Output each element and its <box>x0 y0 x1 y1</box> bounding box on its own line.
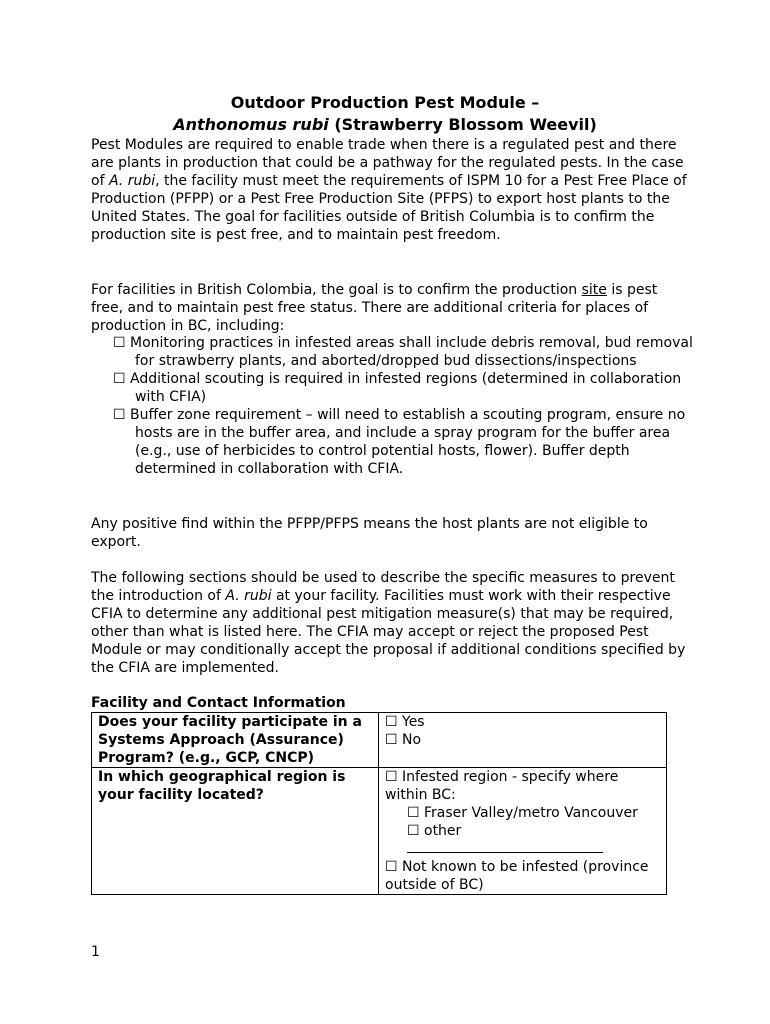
bc-paragraph <box>91 281 691 335</box>
section-heading: Facility and Contact Information <box>91 695 346 711</box>
title-species-common: (Strawberry Blossom Weevil) <box>328 115 597 134</box>
answer-cell-systems-approach <box>379 713 667 768</box>
intro-paragraph <box>91 136 691 244</box>
table-row <box>92 768 667 895</box>
option-fraser-valley-checkbox[interactable]: ☐ Fraser Valley/metro Vancouver <box>407 805 638 821</box>
option-infested-region-checkbox[interactable]: ☐ Infested region - specify where within BC: <box>385 769 619 803</box>
table-row <box>92 713 667 768</box>
intro-text-b: , the facility must meet the requirements of ISPM 10 for a Pest Free Place of Production (PFPP) or a Pest Free Production Site (PFPS) to export host plants to the United States. The goal for facilities outside of British Columbia is to confirm the production site is pest free, and to maintain pest freedom. <box>91 173 687 243</box>
title-line-1: Outdoor Production Pest Module – <box>230 93 540 112</box>
facility-info-table <box>91 712 667 895</box>
positive-find-paragraph: Any positive find within the PFPP/PFPS means the host plants are not eligible to export. <box>91 516 648 550</box>
bc-text-a: For facilities in British Colombia, the goal is to confirm the production <box>91 282 582 298</box>
title-line-2 <box>0 115 770 135</box>
option-no-checkbox[interactable]: ☐ No <box>385 732 422 748</box>
option-other-checkbox[interactable]: ☐ other <box>407 823 462 839</box>
criteria-item-monitoring[interactable]: ☐ Monitoring practices in infested areas shall include debris removal, bud removal for strawberry plants, and aborted/dropped bud dissections/inspections <box>113 335 693 369</box>
measures-text-a: The following sections should be used to describe the specific measures to prevent the introduction of <box>91 570 675 604</box>
measures-paragraph <box>91 569 691 677</box>
question-systems-approach: Does your facility participate in a Systems Approach (Assurance) Program? (e.g., GCP, CNCP) <box>92 713 379 768</box>
option-yes-checkbox[interactable]: ☐ Yes <box>385 714 425 730</box>
title-species-italic: Anthonomus rubi <box>173 115 329 134</box>
criteria-item-scouting[interactable]: ☐ Additional scouting is required in infested regions (determined in collaboration with CFIA) <box>113 371 682 405</box>
intro-text-a: Pest Modules are required to enable trade when there is a regulated pest and there are plants in production that could be a pathway for the regulated pests. In the case of <box>91 137 684 189</box>
other-specify-field[interactable] <box>407 840 603 853</box>
criteria-item-buffer-zone[interactable]: ☐ Buffer zone requirement – will need to establish a scouting program, ensure no hosts are in the buffer area, and include a spray program for the buffer area (e.g., use of herbicides to control potential hosts, flower). Buffer depth determined in collaboration with CFIA. <box>113 407 686 477</box>
criteria-list <box>113 334 693 478</box>
bc-underlined-site: site <box>581 282 607 298</box>
intro-species-italic: A. rubi <box>108 173 156 189</box>
other-specify-line-row <box>385 840 660 858</box>
bc-text-b: is pest free, and to maintain pest free status. There are additional criteria for places of production in BC, including: <box>91 282 658 334</box>
measures-species-italic: A. rubi <box>225 588 272 604</box>
question-geographic-region: In which geographical region is your facility located? <box>92 768 379 895</box>
measures-text-b: at your facility. Facilities must work with their respective CFIA to determine any additional pest mitigation measure(s) that may be required, other than what is listed here. The CFIA may accept or reject the proposed Pest Module or may conditionally accept the proposal if additional conditions specified by the CFIA are implemented. <box>91 588 686 676</box>
answer-cell-region <box>379 768 667 895</box>
option-not-known-checkbox[interactable]: ☐ Not known to be infested (province outside of BC) <box>385 859 649 893</box>
page-number: 1 <box>91 944 100 960</box>
